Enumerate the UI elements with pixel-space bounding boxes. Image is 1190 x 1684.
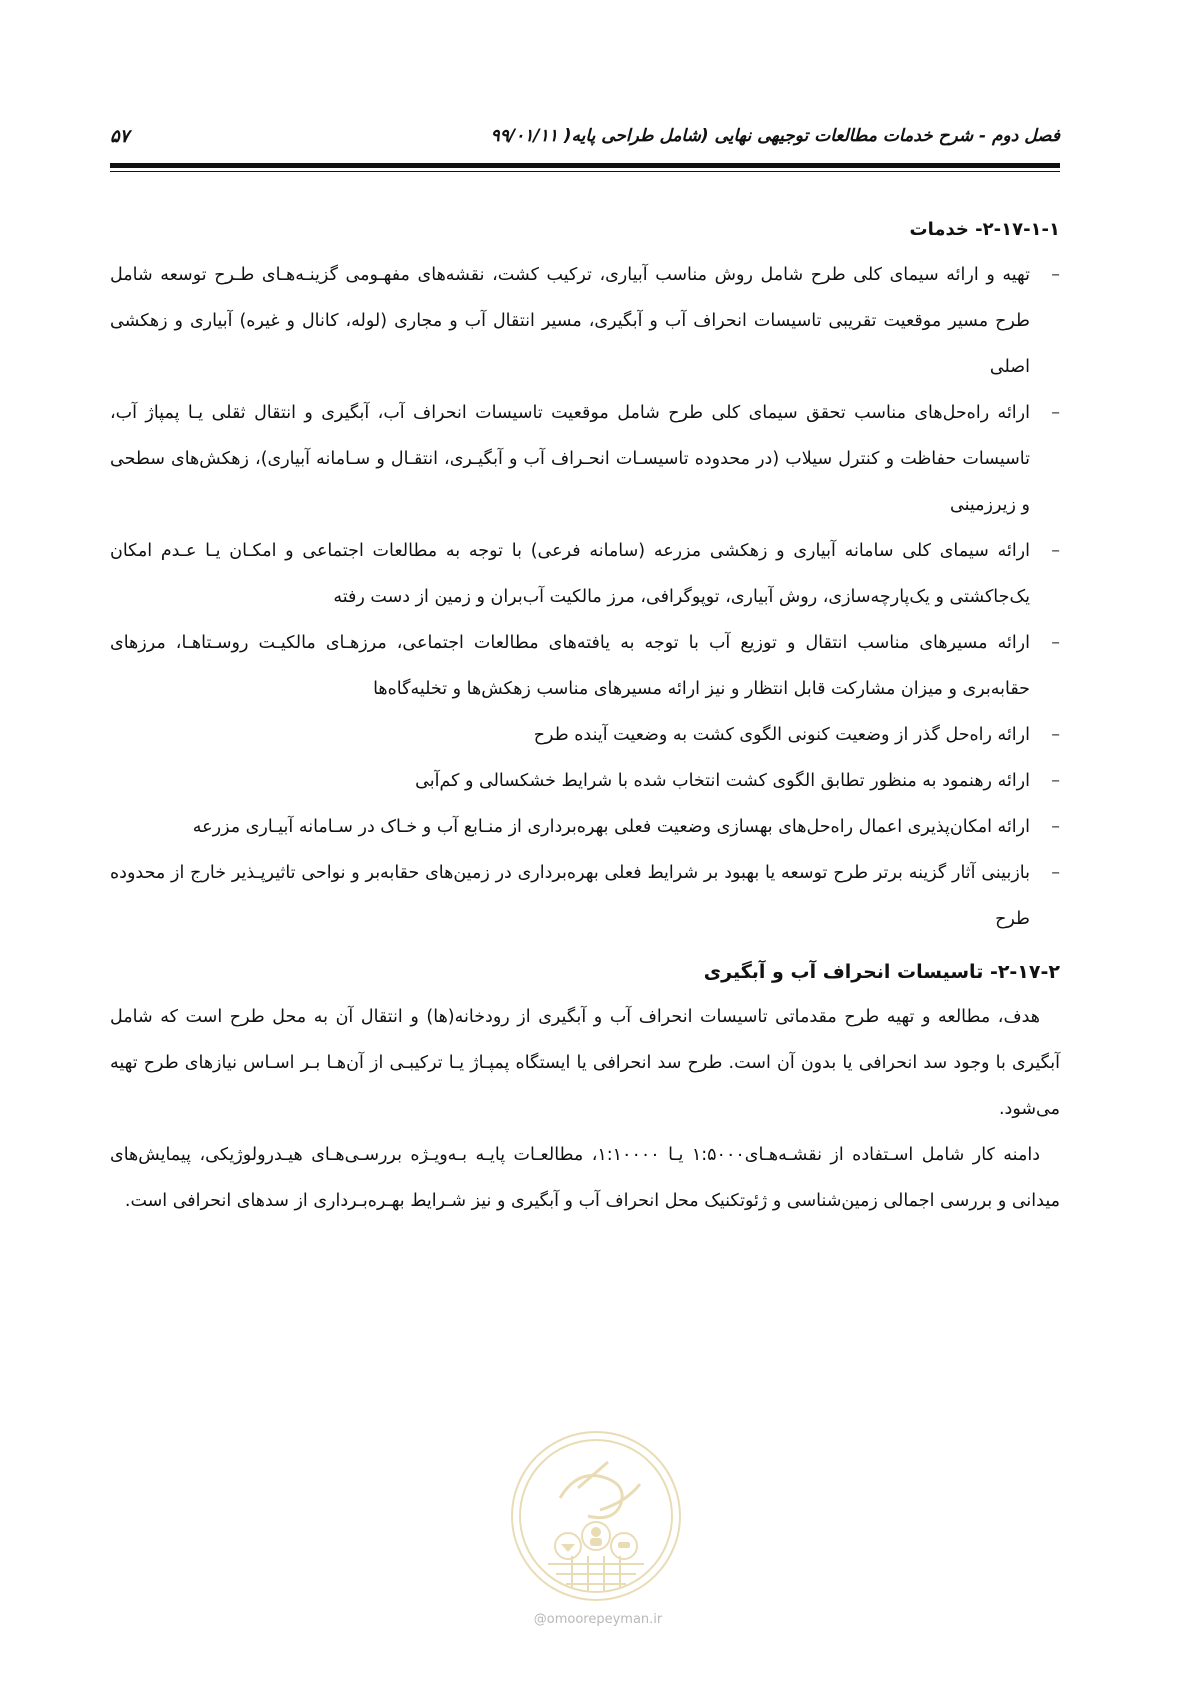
paragraph: هدف، مطالعه و تهیه طرح مقدماتی تاسیسات انحراف آب و آبگیری از رودخانه(ها) و انتقال آن به محل طرح است که شامل آبگیری با وجود سد انحرافی یا بدون آن است. طرح سد انحرافی یا ایستگاه پمپـاژ یـا ترکیبـی از آن‌هـا بـر اسـاس نیازهای طرح تهیه می‌شود. bbox=[110, 1007, 1060, 1119]
watermark-url: @omoorepeyman.ir bbox=[533, 1612, 663, 1627]
dash-bullet-icon: – bbox=[1051, 863, 1060, 883]
page-content bbox=[110, 214, 1060, 1224]
dash-bullet-icon: – bbox=[1051, 725, 1060, 745]
dash-bullet-icon: – bbox=[1051, 541, 1060, 561]
section-heading-services: ۲-۱۷-۱-۱- خدمات bbox=[909, 219, 1060, 240]
list-item bbox=[110, 850, 1060, 942]
list-item-text: ارائه مسیرهای مناسب انتقال و توزیع آب با توجه به یافته‌های مطالعات اجتماعی، مرزهـای مالکیـت روسـتاهـا، مرزهای حقابه‌بری و میزان مشارکت قابل انتظار و نیز ارائه مسیرهای مناسب زهکش‌ها و تخلیه‌گاه‌ها bbox=[110, 633, 1030, 699]
section-heading-diversion: ۲-۱۷-۲- تاسیسات انحراف آب و آبگیری bbox=[703, 961, 1060, 983]
dash-bullet-icon: – bbox=[1051, 633, 1060, 653]
dash-bullet-icon: – bbox=[1051, 265, 1060, 285]
dash-bullet-icon: – bbox=[1051, 771, 1060, 791]
list-item bbox=[110, 252, 1060, 390]
services-list bbox=[110, 252, 1060, 942]
list-item-text: ارائه راه‌حل‌های مناسب تحقق سیمای کلی طرح شامل موقعیت تاسیسات انحراف آب، آبگیری و انتقال ثقلی یـا پمپاژ آب، تاسیسات حفاظت و کنترل سیلاب (در محدوده تاسیسـات انحـراف آب و آبگیـری، انتقـال و سـامانه آبیاری)، زهکش‌های سطحی و زیرزمینی bbox=[110, 403, 1030, 515]
omoorepeyman-logo-icon bbox=[508, 1428, 684, 1604]
header-title: فصل دوم - شرح خدمات مطالعات توجیهی نهایی (شامل طراحی پایه( ۹۹/۰۱/۱۱ bbox=[490, 126, 1060, 146]
page-header bbox=[110, 126, 1060, 160]
list-item-text: تهیه و ارائه سیمای کلی طرح شامل روش مناسب آبیاری، ترکیب کشت، نقشه‌های مفهـومی گزینـه‌هـای طـرح توسعه شامل طرح مسیر موقعیت تقریبی تاسیسات انحراف آب و آبگیری، مسیر انتقال آب و مجاری (لوله، کانال و غیره) آبیاری و زهکشی اصلی bbox=[110, 265, 1030, 377]
header-rule-thick bbox=[110, 163, 1060, 168]
list-item bbox=[110, 390, 1060, 528]
page-number: ۵۷ bbox=[110, 126, 130, 147]
list-item bbox=[110, 758, 1060, 804]
list-item-text: ارائه راه‌حل گذر از وضعیت کنونی الگوی کشت به وضعیت آینده طرح bbox=[533, 725, 1030, 745]
paragraph: دامنه کار شامل اسـتفاده از نقشـه‌هـای۱:۵۰۰۰ یـا ۱:۱۰۰۰۰، مطالعـات پایـه بـه‌ویـژه بررسـی‌هـای هیـدرولوژیکی، پیمایش‌های میدانی و بررسی اجمالی زمین‌شناسی و ژئوتکنیک محل انحراف آب و آبگیری و نیز شـرایط بهـره‌بـرداری از سدهای انحرافی است. bbox=[110, 1145, 1060, 1211]
header-rule-thin bbox=[110, 171, 1060, 172]
list-item-text: بازبینی آثار گزینه برتر طرح توسعه یا بهبود بر شرایط فعلی بهره‌برداری در زمین‌های حقابه‌بر و نواحی تاثیرپـذیر خارج از محدوده طرح bbox=[110, 863, 1030, 929]
list-item bbox=[110, 804, 1060, 850]
dash-bullet-icon: – bbox=[1051, 403, 1060, 423]
dash-bullet-icon: – bbox=[1051, 817, 1060, 837]
list-item-text: ارائه رهنمود به منظور تطابق الگوی کشت انتخاب شده با شرایط خشکسالی و کم‌آبی bbox=[415, 771, 1030, 791]
list-item-text: ارائه سیمای کلی سامانه آبیاری و زهکشی مزرعه (سامانه فرعی) با توجه به مطالعات اجتماعی و امکـان یـا عـدم امکان یک‌جاکشتی و یک‌پارچه‌سازی، روش آبیاری، توپوگرافی، مرز مالکیت آب‌بران و زمین از دست رفته bbox=[110, 541, 1030, 607]
list-item bbox=[110, 620, 1060, 712]
list-item bbox=[110, 528, 1060, 620]
list-item-text: ارائه امکان‌پذیری اعمال راه‌حل‌های بهسازی وضعیت فعلی بهره‌برداری از منـابع آب و خـاک در سـامانه آبیـاری مزرعه bbox=[192, 817, 1030, 837]
list-item bbox=[110, 712, 1060, 758]
